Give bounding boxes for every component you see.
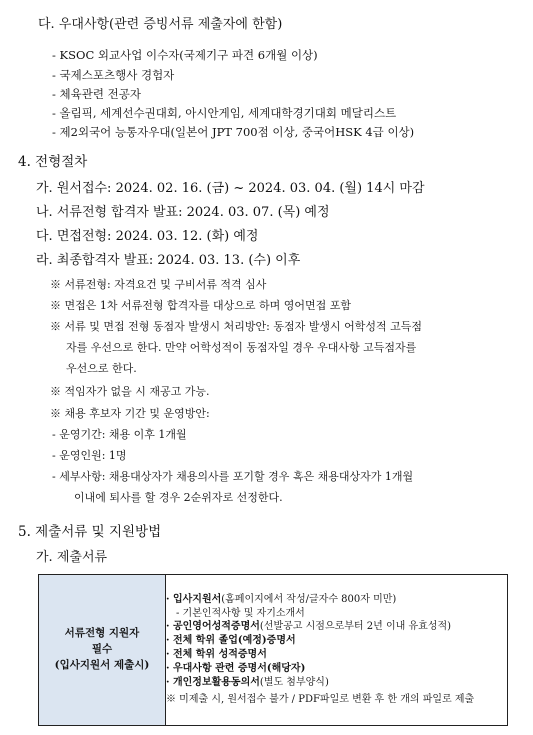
required-documents-table (38, 574, 508, 726)
document-item: · 우대사항 관련 증명서(해당자) (166, 662, 306, 674)
procedure-heading: 4. 전형절차 (18, 154, 88, 170)
submission-subheading: 가. 제출서류 (36, 550, 108, 565)
procedure-step: 라. 최종합격자 발표: 2024. 03. 13. (수) 이후 (36, 253, 301, 268)
procedure-detail: - 운영기간: 채용 이후 1개월 (52, 428, 187, 441)
preferences-heading: 다. 우대사항(관련 증빙서류 제출자에 한함) (38, 17, 283, 32)
left-header-line: 서류전형 지원자 (64, 627, 140, 640)
procedure-step: 가. 원서접수: 2024. 02. 16. (금) ~ 2024. 03. 04. (월) 14시 마감 (36, 181, 425, 196)
table-items-cell (166, 575, 508, 726)
document-item: · 입사지원서(홈페이지에서 작성/글자수 800자 미만) (166, 593, 397, 605)
procedure-note: ※ 서류 및 면접 전형 동점자 발생시 처리방안: 동점자 발생시 어학성적 고득점 (50, 320, 422, 333)
preference-item: - KSOC 외교사업 이수자(국제기구 파견 6개월 이상) (52, 48, 318, 62)
procedure-step: 나. 서류전형 합격자 발표: 2024. 03. 07. (목) 예정 (36, 205, 330, 220)
submission-heading: 5. 제출서류 및 지원방법 (18, 524, 162, 540)
document-item: · 전체 학위 졸업(예정)증명서 (166, 635, 296, 647)
procedure-note: ※ 적임자가 없을 시 재공고 가능. (50, 385, 210, 398)
procedure-step: 다. 면접전형: 2024. 03. 12. (화) 예정 (36, 229, 259, 244)
procedure-note: ※ 면접은 1차 서류전형 합격자를 대상으로 하며 영어면접 포함 (50, 299, 351, 312)
procedure-detail: - 운영인원: 1명 (52, 449, 127, 462)
procedure-note-cont: 자를 우선으로 한다. 만약 어학성적이 동점자일 경우 우대사항 고득점자를 (66, 341, 417, 354)
procedure-detail: - 세부사항: 채용대상자가 채용의사를 포기할 경우 혹은 채용대상자가 1개월 (52, 470, 414, 483)
document-item: · 개인정보활용동의서(별도 첨부양식) (166, 676, 329, 688)
procedure-note: ※ 채용 후보자 기간 및 운영방안: (50, 407, 210, 420)
procedure-note-cont: 우선으로 한다. (66, 362, 137, 375)
table-note: ※ 미제출 시, 원서접수 불가 / PDF파일로 변환 후 한 개의 파일로 제출 (166, 694, 475, 706)
document-item: · 공인영어성적증명서(선발공고 시점으로부터 2년 이내 유효성적) (166, 621, 452, 633)
procedure-detail-cont: 이내에 퇴사를 할 경우 2순위자로 선정한다. (74, 491, 283, 504)
document-item: · 전체 학위 성적증명서 (166, 649, 267, 660)
preference-item: - 체육관련 전공자 (52, 87, 141, 101)
preference-item: - 제2외국어 능통자우대(일본어 JPT 700점 이상, 중국어HSK 4급 이상) (52, 125, 415, 139)
document-subitem: - 기본인적사항 및 자기소개서 (176, 607, 305, 619)
left-header-line: (입사지원서 제출시) (54, 658, 150, 671)
left-header-line: 필수 (91, 643, 113, 656)
preference-item: - 올림픽, 세계선수권대회, 아시안게임, 세계대학경기대회 메달리스트 (52, 106, 397, 120)
procedure-note: ※ 서류전형: 자격요건 및 구비서류 적격 심사 (50, 278, 267, 291)
preference-item: - 국제스포츠행사 경험자 (52, 68, 175, 82)
table-left-header (39, 575, 166, 726)
